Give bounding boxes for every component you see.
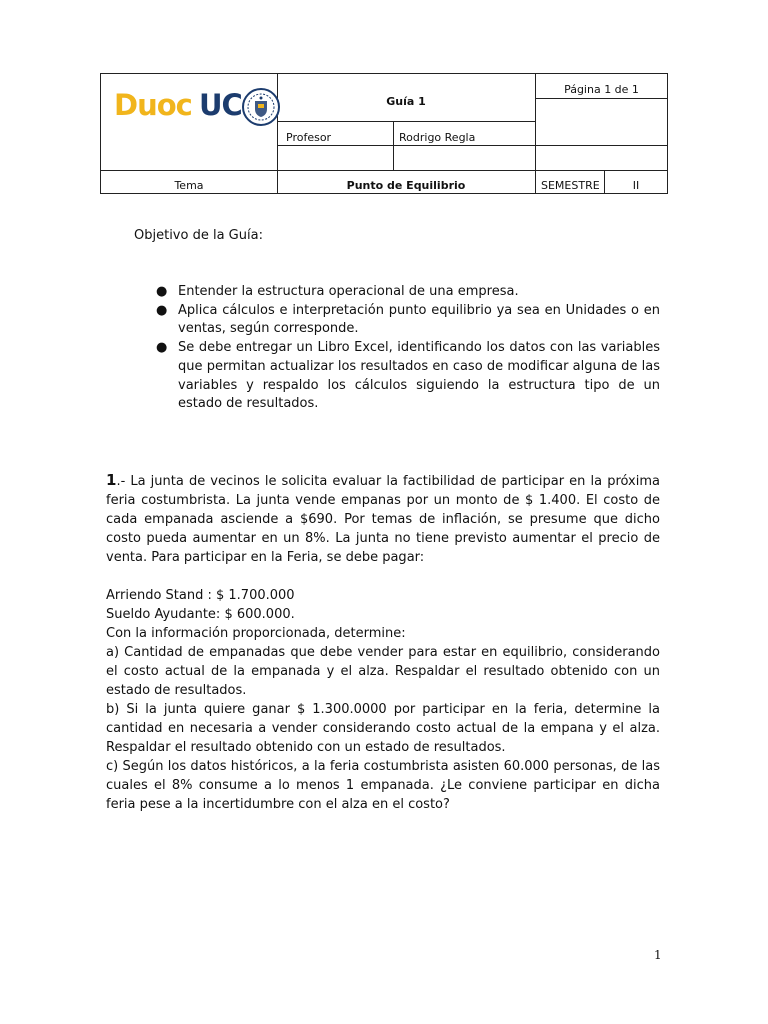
professor-label: Profesor: [286, 131, 332, 144]
bullet-icon: ●: [156, 340, 168, 356]
problem-intro: [106, 471, 660, 567]
problem-section: [106, 471, 660, 814]
objective-text: Entender la estructura operacional de una empresa.: [178, 284, 519, 299]
bullet-icon: ●: [156, 284, 168, 299]
list-item: [156, 302, 660, 339]
semester-value: II: [632, 179, 640, 192]
university-seal-icon: [241, 87, 281, 127]
objective-heading: Objetivo de la Guía:: [134, 228, 263, 243]
page-info: Página 1 de 1: [564, 83, 639, 96]
list-item: [156, 283, 660, 302]
duoc-uc-logo: [114, 86, 274, 126]
question-c: c) Según los datos históricos, a la feria costumbrista asisten 60.000 personas, de las cuales el 8% consume a lo menos 1 empanada. ¿Le conviene participar en dicha feria pese a la incertidumbre con el alza en el costo?: [106, 759, 660, 812]
divider: [277, 145, 535, 146]
page-number: 1: [654, 948, 662, 962]
rent-line: Arriendo Stand : $ 1.700.000: [106, 588, 295, 603]
question-a: a) Cantidad de empanadas que debe vender para estar en equilibrio, considerando el costo actual de la empanada y el alza. Respaldar el resultado obtenido con un estado de resultados.: [106, 645, 660, 698]
bullet-icon: ●: [156, 302, 168, 318]
list-item: [156, 339, 660, 414]
divider: [101, 170, 668, 171]
objective-text: Se debe entregar un Libro Excel, identificando los datos con las variables que permitan actualizar los resultados en caso de modificar alguna de las variables y respaldo los cálculos siguiendo la estructura tipo de un estado de resultados.: [178, 340, 660, 412]
problem-number: 1: [106, 471, 117, 489]
objective-text: Aplica cálculos e interpretación punto equilibrio ya sea en Unidades o en ventas, según corresponde.: [178, 302, 660, 337]
guide-title: Guía 1: [386, 95, 426, 108]
question-b: b) Si la junta quiere ganar $ 1.300.0000 por participar en la feria, determine la cantidad en necesaria a vender considerando costo actual de la empana y el alza. Respaldar el resultado obtenido con un estado de resultados.: [106, 702, 660, 755]
divider: [277, 121, 535, 122]
semester-label: SEMESTRE: [541, 179, 600, 192]
logo-uc-text: UC: [199, 88, 242, 122]
objectives-list: [156, 283, 660, 414]
instruction-line: Con la información proporcionada, determine:: [106, 626, 406, 641]
logo-duoc-text: Duoc: [114, 88, 192, 122]
divider: [535, 98, 668, 99]
divider: [535, 145, 668, 146]
professor-name: Rodrigo Regla: [399, 131, 476, 144]
topic-value: Punto de Equilibrio: [346, 179, 466, 192]
topic-label: Tema: [174, 179, 204, 192]
problem-intro-text: .- La junta de vecinos le solicita evaluar la factibilidad de participar en la próxima feria costumbrista. La junta vende empanas por un monto de $ 1.400. El costo de cada empanada asciende a $690. Por temas de inflación, se presume que dicho costo pueda aumentar en un 8%. La junta no tiene previsto aumentar el precio de venta. Para participar en la Feria, se debe pagar:: [106, 474, 660, 565]
header-table: [100, 73, 668, 194]
salary-line: Sueldo Ayudante: $ 600.000.: [106, 607, 295, 622]
